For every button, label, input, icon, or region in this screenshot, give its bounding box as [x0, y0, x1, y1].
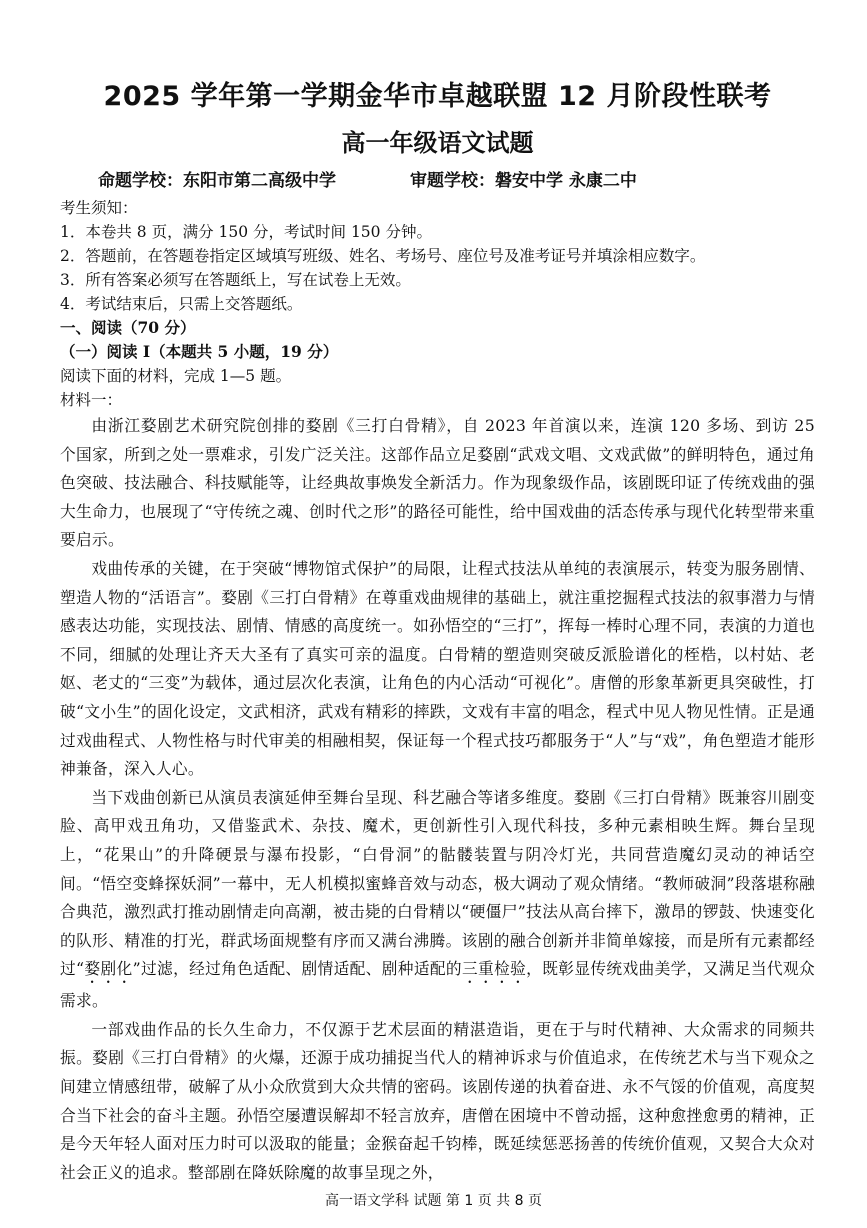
notice-item: 4．考试结束后，只需上交答题纸。 [60, 295, 303, 313]
part-title: 一、阅读（70 分） [60, 318, 196, 337]
emphasis-text: 婺剧化 [84, 959, 133, 979]
page-footer: 高一语文学科 试题 第 1 页 共 8 页 [325, 1193, 542, 1209]
notice-item: 1．本卷共 8 页，满分 150 分，考试时间 150 分钟。 [60, 223, 432, 241]
notice-heading: 考生须知： [60, 199, 138, 217]
notice-item: 3．所有答案必须写在答题纸上，写在试卷上无效。 [60, 271, 411, 289]
school-info [60, 168, 815, 194]
notice-item: 2．答题前，在答题卷指定区域填写班级、姓名、考场号、座位号及准考证号并填涂相应数字。 [60, 247, 706, 265]
paragraph-text: ”过滤，经过角色适配、剧情适配、剧种适配的 [132, 959, 462, 979]
reading-material [60, 412, 815, 1187]
reading-instruction: 阅读下面的材料，完成 1—5 题。 [60, 367, 292, 385]
paragraph [60, 784, 815, 1016]
proposer-school: 命题学校：东阳市第二高级中学 [98, 171, 336, 191]
candidate-notice [60, 196, 815, 316]
sub-section-title: （一）阅读 I（本题共 5 小题，19 分） [60, 342, 339, 361]
material-label: 材料一： [60, 391, 123, 409]
paragraph-text: 当下戏曲创新已从演员表演延伸至舞台呈现、科艺融合等诸多维度。婺剧《三打白骨精》既兼容川剧变脸、高甲戏丑角功，又借鉴武术、杂技、魔术，更创新性引入现代科技，多种元素相映生辉。舞台呈现上，“花果山”的升降硬景与瀑布投影，“白骨洞”的骷髅装置与阴冷灯光，共同营造魔幻灵动的神话空间。“悟空变蜂探妖洞”一幕中，无人机模拟蜜蜂音效与动态，极大调动了观众情绪。“教师破洞”段落堪称融合典范，激烈武打推动剧情走向高潮，被击毙的白骨精以“硬僵尸”技法从高台摔下，激昂的锣鼓、快速变化的队形、精准的打光，群武场面规整有序而又满台沸腾。该剧的融合创新并非简单嫁接，而是所有元素都经过“ [60, 787, 815, 979]
paragraph: 一部戏曲作品的长久生命力，不仅源于艺术层面的精湛造诣，更在于与时代精神、大众需求的同频共振。婺剧《三打白骨精》的火爆，还源于成功捕捉当代人的精神诉求与价值追求，在传统艺术与当下观众之间建立情感纽带，破解了从小众欣赏到大众共情的密码。该剧传递的执着奋进、永不气馁的价值观，高度契合当下社会的奋斗主题。孙悟空屡遭误解却不轻言放弃，唐僧在困境中不曾动摇，这种愈挫愈勇的精神，正是今天年轻人面对压力时可以汲取的能量；金猴奋起千钧棒，既延续惩恶扬善的传统价值观，又契合大众对社会正义的追求。整部剧在降妖除魔的故事呈现之外， [60, 1019, 815, 1182]
paragraph: 戏曲传承的关键，在于突破“博物馆式保护”的局限，让程式技法从单纯的表演展示，转变为服务剧情、塑造人物的“活语言”。婺剧《三打白骨精》在尊重戏曲规律的基础上，就注重挖掘程式技法的叙事潜力与情感表达功能，实现技法、剧情、情感的高度统一。如孙悟空的“三打”，挥每一棒时心理不同，表演的力道也不同，细腻的处理让齐天大圣有了真实可亲的温度。白骨精的塑造则突破反派脸谱化的桎梏，以村姑、老妪、老丈的“三变”为载体，通过层次化表演，让角色的内心活动“可视化”。唐僧的形象革新更具突破性，打破“文小生”的固化设定，文武相济，武戏有精彩的摔跌，文戏有丰富的唱念，程式中见人物见性情。正是通过戏曲程式、人物性格与时代审美的相融相契，保证每一个程式技巧都服务于“人”与“戏”，角色塑造才能形神兼备，深入人心。 [60, 558, 815, 779]
emphasis-text: 三重检验 [461, 959, 527, 979]
exam-subtitle: 高一年级语文试题 [341, 129, 534, 157]
exam-title: 2025 学年第一学期金华市卓越联盟 12 月阶段性联考 [103, 81, 772, 112]
paragraph: 由浙江婺剧艺术研究院创排的婺剧《三打白骨精》，自 2023 年首演以来，连演 120 多场、到访 25 个国家，所到之处一票难求，引发广泛关注。这部作品立足婺剧“武戏文唱、文戏武做”的鲜明特色，通过角色突破、技法融合、科技赋能等，让经典故事焕发全新活力。作为现象级作品，该剧既印证了传统戏曲的强大生命力，也展现了“守传统之魂、创时代之形”的路径可能性，给中国戏曲的活态传承与现代化转型带来重要启示。 [60, 416, 815, 550]
reviewer-school: 审题学校：磐安中学 永康二中 [410, 171, 637, 191]
paragraph-text: ，既彰显传统戏曲美学，又满足当代观众需求。 [60, 959, 815, 1011]
